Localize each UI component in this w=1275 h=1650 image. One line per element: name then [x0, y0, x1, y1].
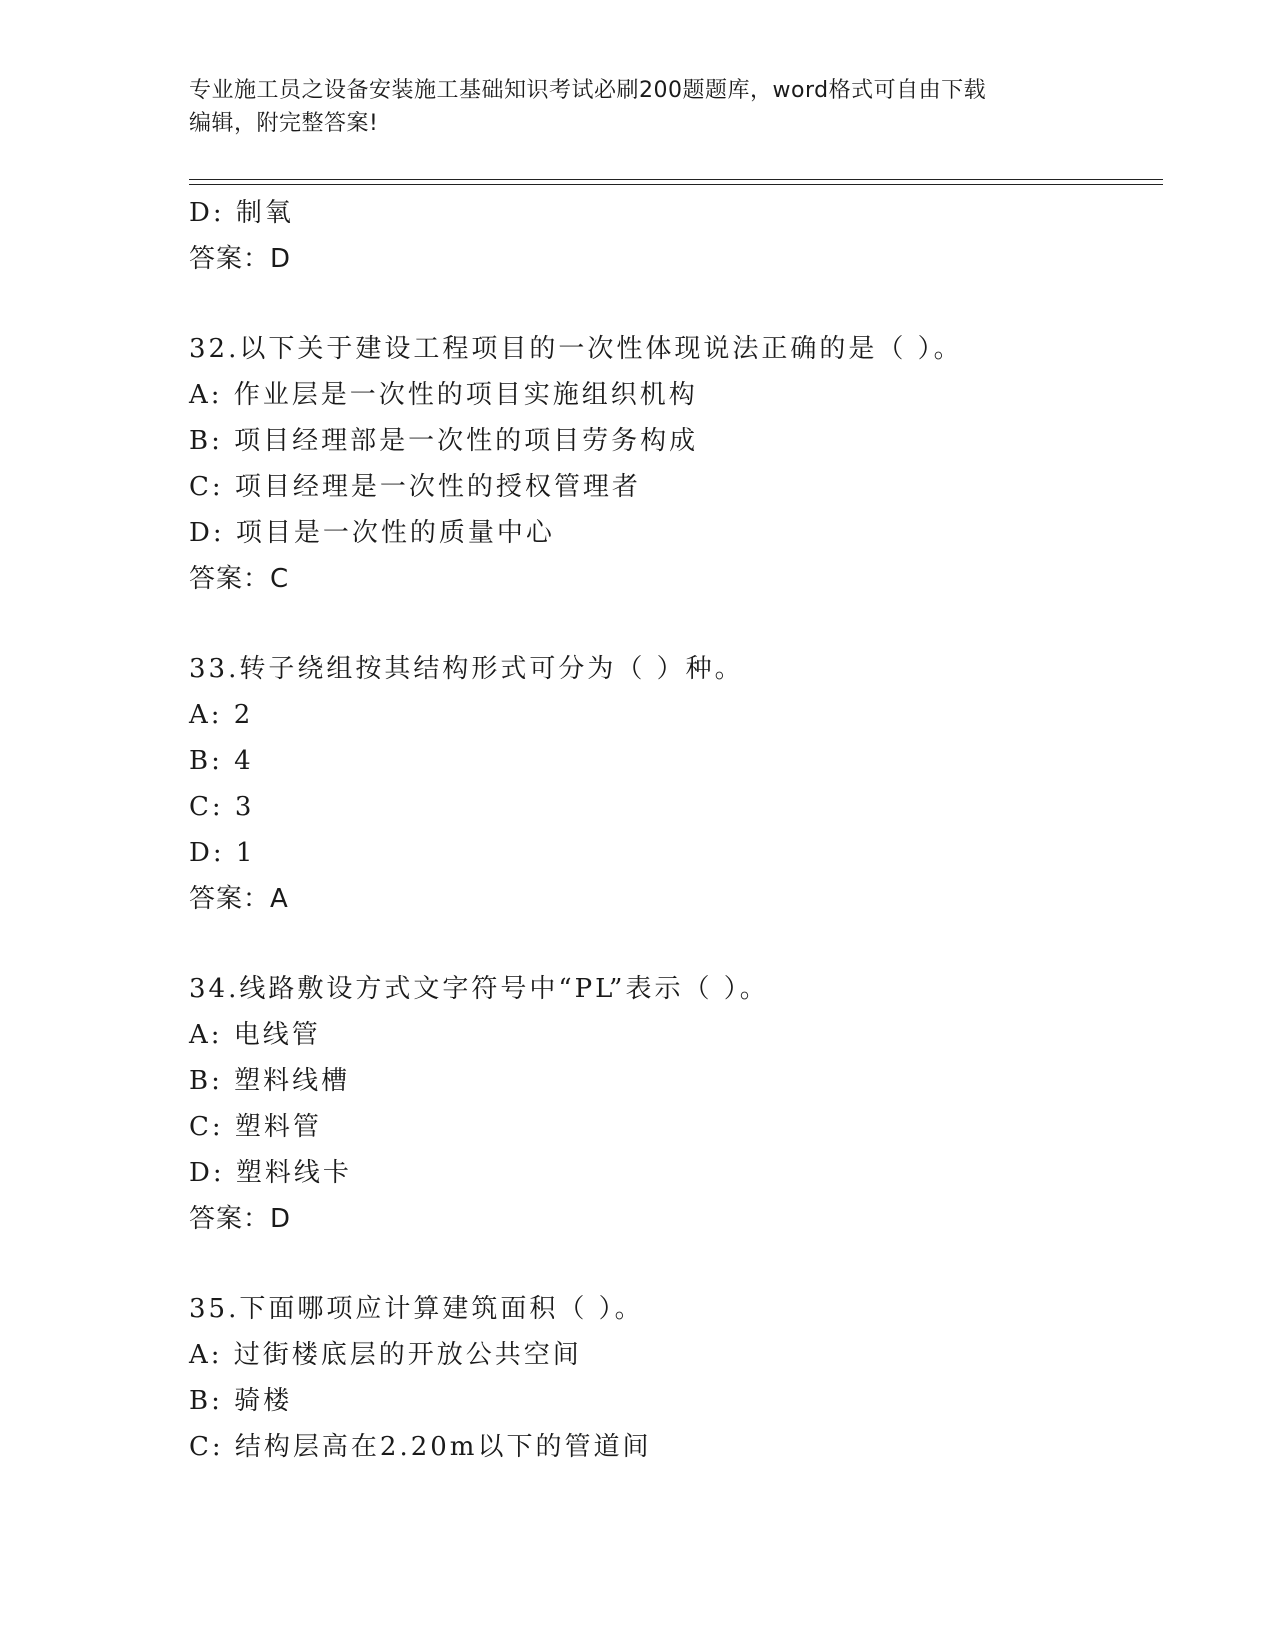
option-d: D: 1 — [189, 838, 256, 868]
option-c: C: 塑料管 — [189, 1112, 322, 1142]
option-c: C: 结构层高在2.20m以下的管道间 — [189, 1432, 652, 1462]
answer-line: 答案：A — [189, 884, 289, 914]
option-c: C: 3 — [189, 792, 255, 822]
spacer — [189, 922, 1149, 966]
option-b: B: 塑料线槽 — [189, 1066, 351, 1096]
option-a: A: 2 — [189, 700, 254, 730]
header-divider-top — [189, 179, 1163, 180]
option-a: A: 作业层是一次性的项目实施组织机构 — [189, 380, 698, 410]
option-d: D: 制氧 — [189, 198, 294, 228]
question-35 — [189, 1286, 1149, 1470]
question-stem: 33.转子绕组按其结构形式可分为（ ）种。 — [189, 654, 744, 684]
option-d: D: 塑料线卡 — [189, 1158, 352, 1188]
option-a: A: 电线管 — [189, 1020, 321, 1050]
spacer — [189, 1242, 1149, 1286]
question-stem: 32.以下关于建设工程项目的一次性体现说法正确的是（ ）。 — [189, 334, 963, 364]
document-header — [189, 74, 1089, 140]
document-body — [189, 190, 1149, 1470]
option-d: D: 项目是一次性的质量中心 — [189, 518, 555, 548]
option-c: C: 项目经理是一次性的授权管理者 — [189, 472, 641, 502]
previous-question-tail — [189, 190, 1149, 282]
question-34 — [189, 966, 1149, 1242]
option-b: B: 骑楼 — [189, 1386, 293, 1416]
answer-line: 答案：C — [189, 564, 290, 594]
option-b: B: 4 — [189, 746, 254, 776]
question-33 — [189, 646, 1149, 922]
spacer — [189, 602, 1149, 646]
answer-line: 答案：D — [189, 1204, 292, 1234]
option-a: A: 过街楼底层的开放公共空间 — [189, 1340, 582, 1370]
question-stem: 35.下面哪项应计算建筑面积（ ）。 — [189, 1294, 644, 1324]
header-title-line-2: 编辑，附完整答案! — [189, 111, 379, 136]
answer-line: 答案：D — [189, 244, 292, 274]
spacer — [189, 282, 1149, 326]
header-divider-bottom — [189, 184, 1163, 185]
question-32 — [189, 326, 1149, 602]
option-b: B: 项目经理部是一次性的项目劳务构成 — [189, 426, 699, 456]
question-stem: 34.线路敷设方式文字符号中“PL”表示（ ）。 — [189, 974, 769, 1004]
header-title-line-1: 专业施工员之设备安装施工基础知识考试必刷200题题库，word格式可自由下载 — [189, 78, 987, 103]
